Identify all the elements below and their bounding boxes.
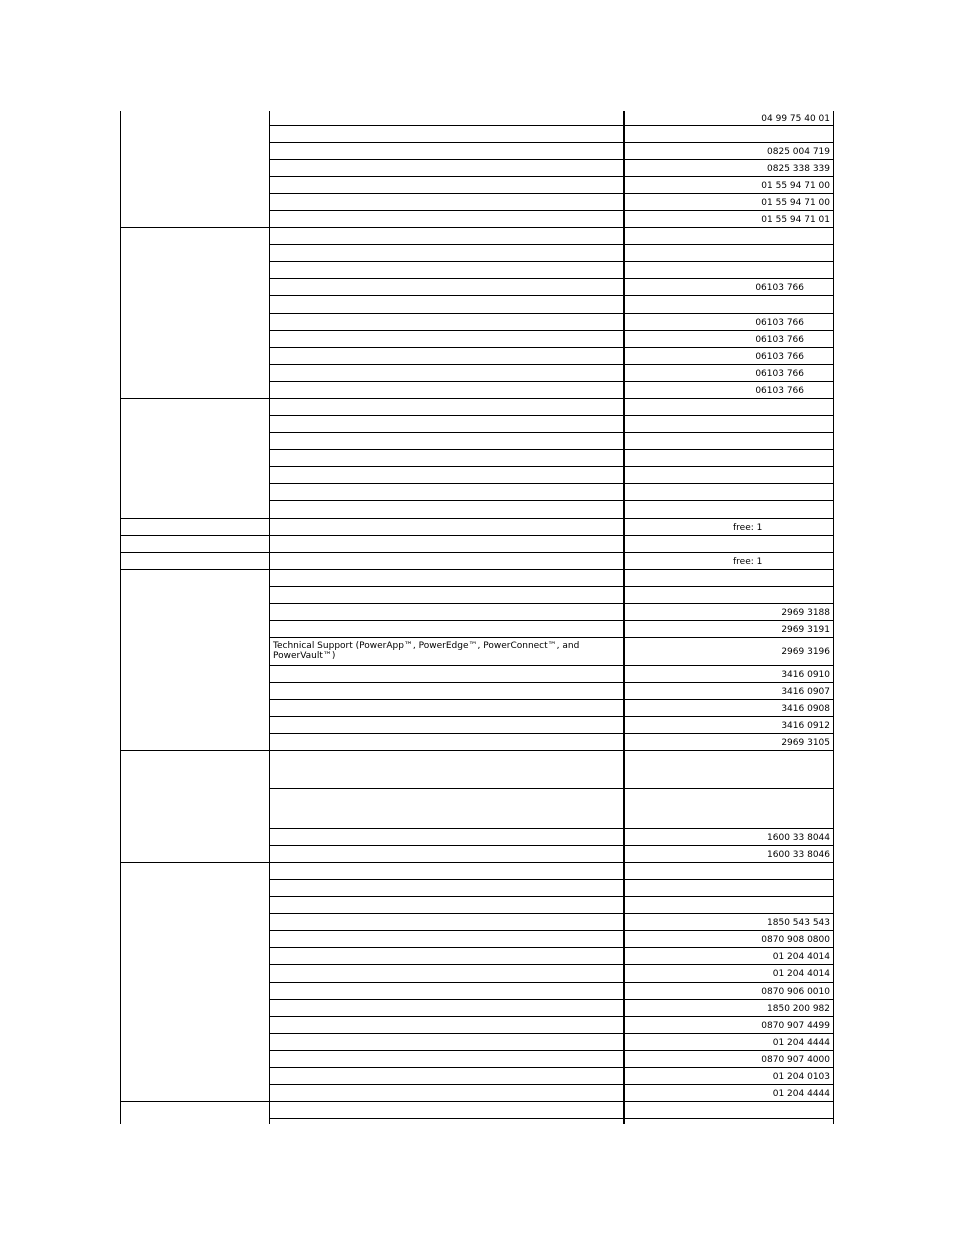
- phone-number: 0825 004 719: [767, 146, 830, 157]
- row-separator: [269, 569, 834, 570]
- group-separator: [120, 535, 269, 536]
- phone-number: 06103 766: [755, 317, 804, 328]
- row-separator: [269, 828, 834, 829]
- phone-number: 01 204 4444: [772, 1037, 830, 1048]
- phone-number: 3416 0912: [781, 720, 830, 731]
- phone-number: 1600 33 8044: [767, 832, 830, 843]
- row-separator: [269, 449, 834, 450]
- phone-number: 2969 3191: [781, 624, 830, 635]
- row-separator: [269, 913, 834, 914]
- phone-number: 01 204 4444: [772, 1088, 830, 1099]
- row-separator: [269, 1118, 834, 1119]
- row-separator: [269, 586, 834, 587]
- phone-number: 0825 338 339: [767, 163, 830, 174]
- phone-number: 2969 3188: [781, 607, 830, 618]
- group-separator: [120, 750, 269, 751]
- toll-free-label: free: 1: [733, 522, 763, 533]
- phone-number: 0870 908 0800: [761, 934, 830, 945]
- phone-number: 06103 766: [755, 351, 804, 362]
- phone-number: 3416 0910: [781, 669, 830, 680]
- row-separator: [269, 1016, 834, 1017]
- row-separator: [269, 845, 834, 846]
- row-separator: [269, 947, 834, 948]
- row-separator: [269, 518, 834, 519]
- phone-number: 06103 766: [755, 368, 804, 379]
- phone-number: 01 55 94 71 00: [761, 197, 830, 208]
- row-separator: [269, 999, 834, 1000]
- phone-number: 01 55 94 71 00: [761, 180, 830, 191]
- row-separator: [269, 313, 834, 314]
- phone-number: 06103 766: [755, 385, 804, 396]
- phone-number: 0870 907 4499: [761, 1020, 830, 1031]
- row-separator: [269, 733, 834, 734]
- phone-number: 06103 766: [755, 334, 804, 345]
- group-separator: [120, 862, 269, 863]
- row-separator: [269, 682, 834, 683]
- phone-number: 1600 33 8046: [767, 849, 830, 860]
- row-separator: [269, 483, 834, 484]
- phone-number: 3416 0908: [781, 703, 830, 714]
- group-separator: [120, 569, 269, 570]
- column-rule-mid-left: [269, 111, 270, 1124]
- row-separator: [269, 159, 834, 160]
- phone-number: 2969 3196: [781, 647, 830, 657]
- phone-number: 0870 907 4000: [761, 1054, 830, 1065]
- row-separator: [269, 982, 834, 983]
- row-separator: [269, 432, 834, 433]
- phone-number: 04 99 75 40 01: [761, 113, 830, 124]
- phone-number: 1850 543 543: [767, 917, 830, 928]
- row-separator: [269, 862, 834, 863]
- row-separator: [269, 244, 834, 245]
- row-separator: [269, 552, 834, 553]
- row-separator: [269, 1101, 834, 1102]
- phone-number: 01 55 94 71 01: [761, 214, 830, 225]
- group-separator: [120, 552, 269, 553]
- phone-number: 1850 200 982: [767, 1003, 830, 1014]
- row-separator: [269, 278, 834, 279]
- row-separator: [269, 142, 834, 143]
- row-separator: [269, 1067, 834, 1068]
- row-separator: [269, 295, 834, 296]
- row-separator: [269, 398, 834, 399]
- row-separator: [269, 227, 834, 228]
- row-separator: [269, 330, 834, 331]
- row-separator: [269, 381, 834, 382]
- column-rule-right: [833, 111, 834, 1124]
- row-separator: [269, 1050, 834, 1051]
- phone-number: 01 204 4014: [772, 951, 830, 962]
- row-separator: [269, 716, 834, 717]
- row-separator: [269, 261, 834, 262]
- row-separator: [269, 176, 834, 177]
- row-separator: [269, 1033, 834, 1034]
- row-separator: [269, 1084, 834, 1085]
- group-separator: [120, 1101, 269, 1102]
- row-separator: [269, 699, 834, 700]
- phone-number: 3416 0907: [781, 686, 830, 697]
- phone-number: 06103 766: [755, 282, 804, 293]
- row-separator: [269, 193, 834, 194]
- row-separator: [269, 637, 834, 638]
- row-separator: [269, 500, 834, 501]
- row-separator: [269, 347, 834, 348]
- row-separator: [269, 364, 834, 365]
- row-separator: [269, 896, 834, 897]
- row-separator: [269, 788, 834, 789]
- phone-number: 01 204 4014: [772, 969, 830, 979]
- row-separator: [269, 620, 834, 621]
- group-separator: [120, 227, 269, 228]
- row-separator: [269, 466, 834, 467]
- column-rule-left: [120, 111, 121, 1124]
- row-separator: [269, 750, 834, 751]
- row-separator: [269, 125, 834, 126]
- phone-number: 0870 906 0010: [761, 986, 830, 997]
- row-separator: [269, 930, 834, 931]
- row-separator: [269, 415, 834, 416]
- phone-number: 2969 3105: [781, 737, 830, 748]
- row-separator: [269, 879, 834, 880]
- row-separator: [269, 964, 834, 965]
- row-separator: [269, 603, 834, 604]
- toll-free-label: free: 1: [733, 556, 763, 567]
- phone-number: 01 204 0103: [772, 1071, 830, 1082]
- row-separator: [269, 665, 834, 666]
- group-separator: [120, 398, 269, 399]
- row-separator: [269, 210, 834, 211]
- service-description: Technical Support (PowerApp™, PowerEdge™, PowerConnect™, and PowerVault™): [273, 641, 580, 661]
- row-separator: [269, 535, 834, 536]
- group-separator: [120, 518, 269, 519]
